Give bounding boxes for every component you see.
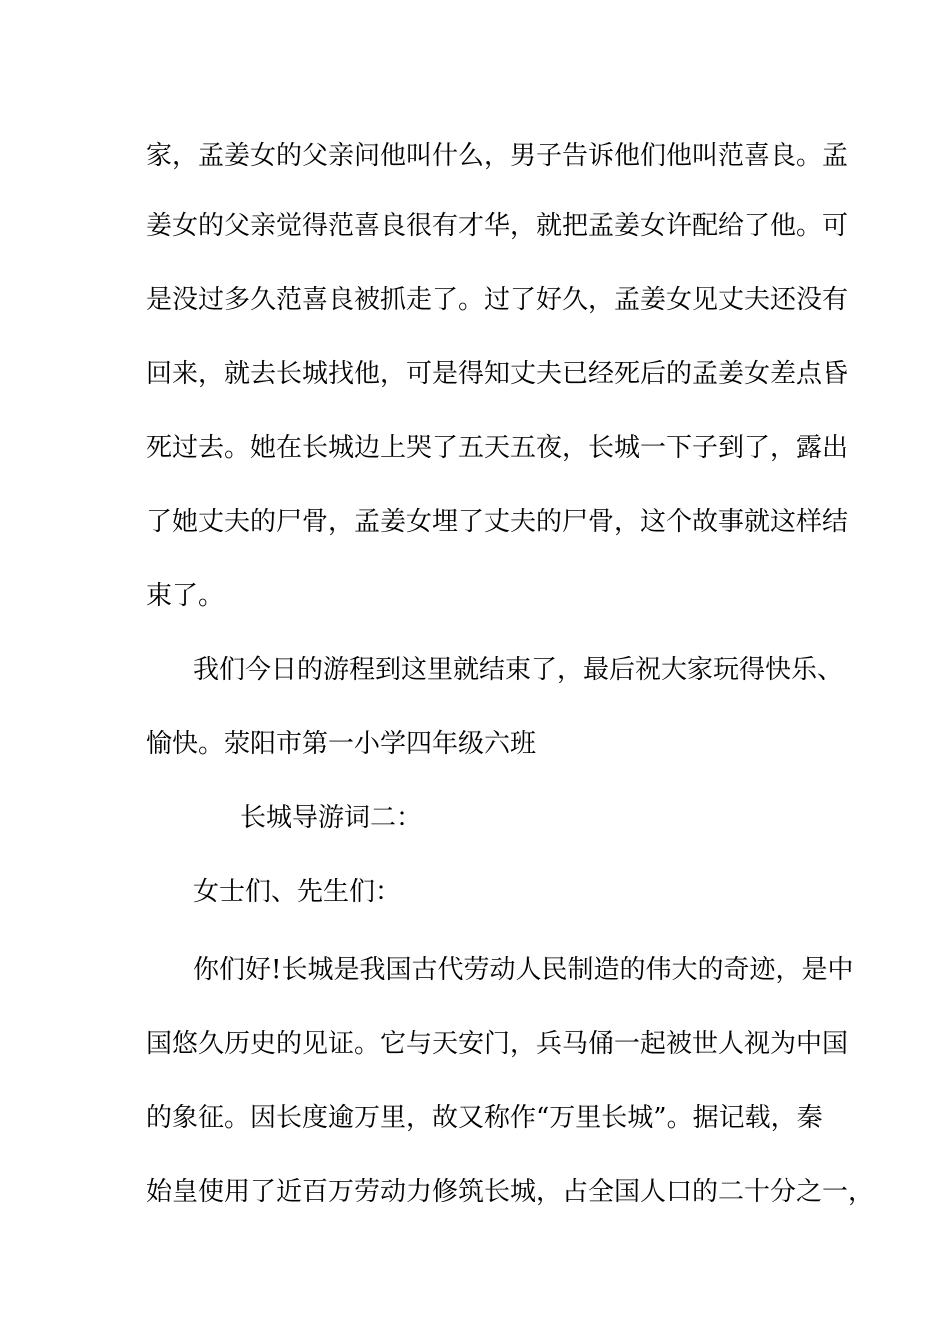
section-heading: 长城导游词二： [240,803,423,833]
text-line-2: 姜女的父亲觉得范喜良很有才华，就把孟姜女许配给了他。可 [146,211,849,241]
text-line-14: 的象征。因长度逾万里，故又称作“万里长城”。据记载，秦 [146,1103,823,1133]
text-line-1: 家，孟姜女的父亲问他叫什么，男子告诉他们他叫范喜良。孟 [146,141,849,171]
text-line-4: 回来，就去长城找他，可是得知丈夫已经死后的孟姜女差点昏 [146,359,849,389]
text-line-13: 国悠久历史的见证。它与天安门，兵马俑一起被世人视为中国 [146,1029,849,1059]
text-line-15: 始皇使用了近百万劳动力修筑长城，占全国人口的二十分之一， [146,1177,875,1207]
text-line-3: 是没过多久范喜良被抓走了。过了好久，孟姜女见丈夫还没有 [146,285,849,315]
text-line-7: 束了。 [146,581,225,611]
text-line-6: 了她丈夫的尸骨，孟姜女埋了丈夫的尸骨，这个故事就这样结 [146,507,849,537]
text-line-12: 你们好!长城是我国古代劳动人民制造的伟大的奇迹，是中 [193,955,854,985]
text-line-8: 我们今日的游程到这里就结束了，最后祝大家玩得快乐、 [193,655,844,685]
greeting-line: 女士们、先生们： [193,877,402,907]
text-line-5: 死过去。她在长城边上哭了五天五夜，长城一下子到了，露出 [146,433,849,463]
text-line-9: 愉快。荥阳市第一小学四年级六班 [146,729,537,759]
